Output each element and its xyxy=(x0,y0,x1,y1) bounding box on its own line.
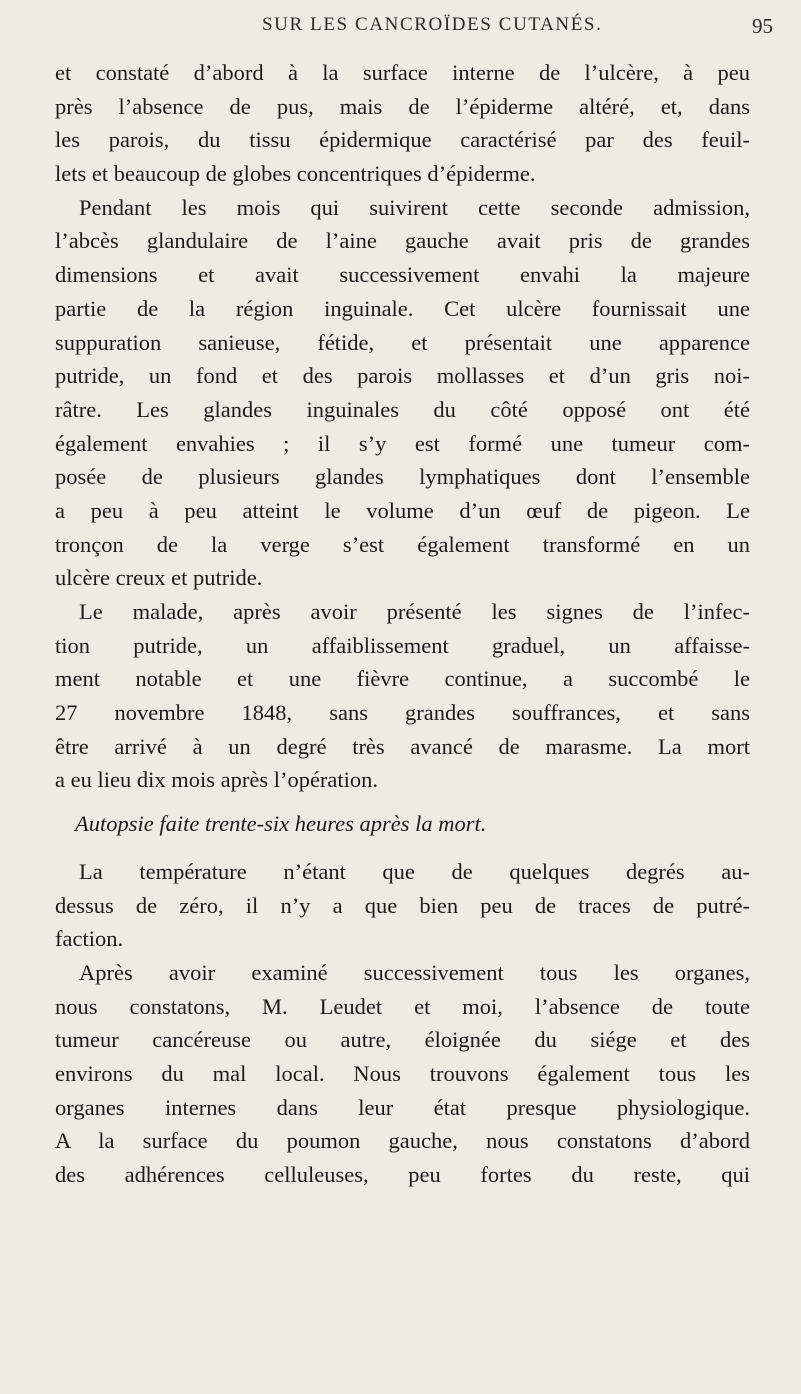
text-line: tronçon de la verge s’est également transformé en un xyxy=(55,531,750,557)
section-heading: Autopsie faite trente-six heures après la mort. xyxy=(75,811,487,837)
text-line: tumeur cancéreuse ou autre, éloignée du siége et des xyxy=(55,1027,750,1053)
text-line: tion putride, un affaiblissement graduel, un affaisse- xyxy=(55,632,750,658)
text-line: A la surface du poumon gauche, nous constatons d’abord xyxy=(55,1128,750,1154)
text-line: faction. xyxy=(55,926,124,952)
text-line: râtre. Les glandes inguinales du côté opposé ont été xyxy=(55,396,750,422)
text-line: putride, un fond et des parois mollasses et d’un gris noi- xyxy=(55,363,750,389)
text-line: La température n’étant que de quelques degrés au- xyxy=(79,858,750,884)
text-line: Le malade, après avoir présenté les signes de l’infec- xyxy=(79,599,750,624)
text-line: dessus de zéro, il n’y a que bien peu de traces de putré- xyxy=(55,892,750,918)
text-line: également envahies ; il s’y est formé une tumeur com- xyxy=(55,430,750,456)
text-line: partie de la région inguinale. Cet ulcère fournissait une xyxy=(55,295,750,321)
text-line: être arrivé à un degré très avancé de marasme. La mort xyxy=(55,733,750,759)
text-line: Après avoir examiné successivement tous les organes, xyxy=(79,959,750,985)
text-line: 27 novembre 1848, sans grandes souffrances, et sans xyxy=(55,700,750,726)
text-line: organes internes dans leur état presque physiologique. xyxy=(55,1094,750,1120)
text-line: et constaté d’abord à la surface interne de l’ulcère, à peu xyxy=(55,60,750,85)
text-line: dimensions et avait successivement envahi la majeure xyxy=(55,262,750,288)
text-line: suppuration sanieuse, fétide, et présentait une apparence xyxy=(55,329,750,355)
body-text xyxy=(55,56,750,1192)
text-line: a eu lieu dix mois après l’opération. xyxy=(55,767,379,793)
text-line: les parois, du tissu épidermique caractérisé par des feuil- xyxy=(55,127,750,153)
text-line: a peu à peu atteint le volume d’un œuf de pigeon. Le xyxy=(55,497,750,523)
running-title: SUR LES CANCROÏDES CUTANÉS. xyxy=(262,14,603,35)
text-line: ment notable et une fièvre continue, a succombé le xyxy=(55,666,750,692)
page-number: 95 xyxy=(752,14,773,38)
text-line: l’abcès glandulaire de l’aine gauche avait pris de grandes xyxy=(55,228,750,254)
running-header xyxy=(0,14,801,42)
text-line: Pendant les mois qui suivirent cette seconde admission, xyxy=(79,194,750,220)
text-line: environs du mal local. Nous trouvons également tous les xyxy=(55,1060,750,1086)
text-line: ulcère creux et putride. xyxy=(55,565,263,591)
text-line: posée de plusieurs glandes lymphatiques dont l’ensemble xyxy=(55,464,750,490)
text-line: des adhérences celluleuses, peu fortes du reste, qui xyxy=(55,1162,750,1187)
text-line: lets et beaucoup de globes concentriques d’épiderme. xyxy=(55,161,536,187)
text-line: nous constatons, M. Leudet et moi, l’absence de toute xyxy=(55,993,750,1019)
text-line: près l’absence de pus, mais de l’épiderme altéré, et, dans xyxy=(55,93,750,119)
